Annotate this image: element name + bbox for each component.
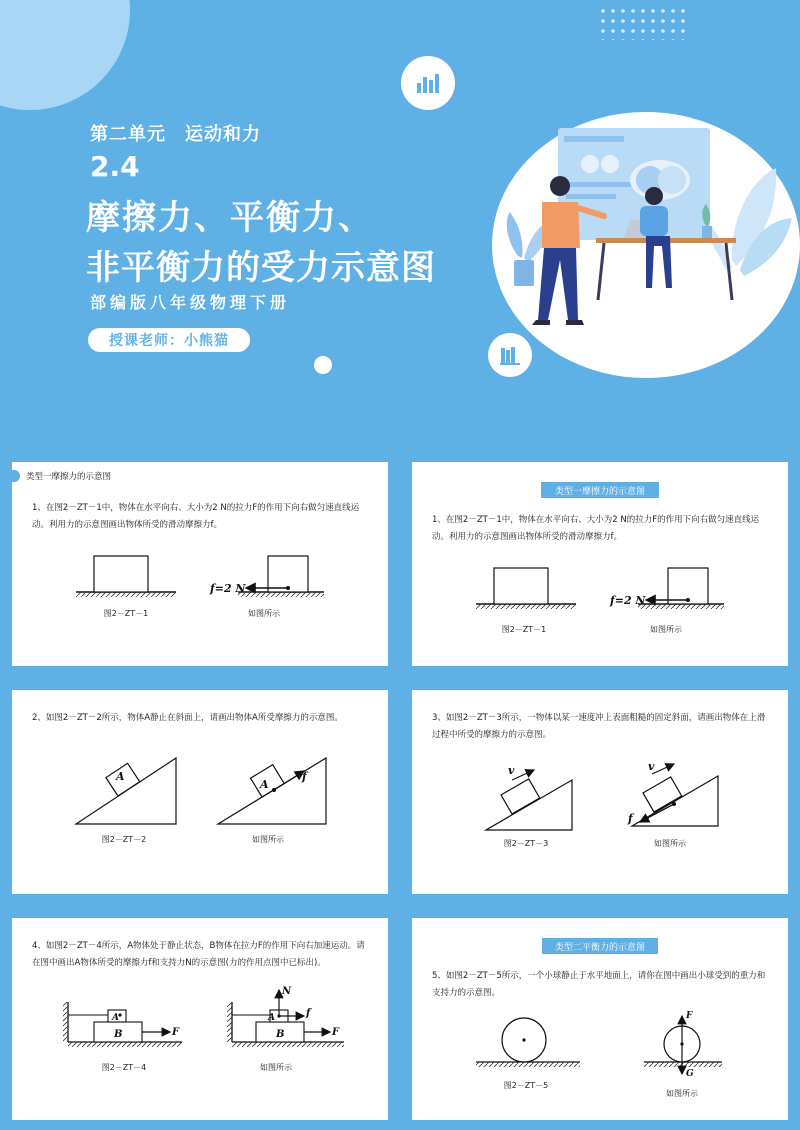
velocity-label: v bbox=[648, 760, 655, 773]
velocity-label: v bbox=[508, 764, 515, 777]
block-b-label: B bbox=[114, 1029, 123, 1040]
question-text: 1、在图2－ZT－1中，物体在水平向右、大小为2 N的拉力F的作用下向右做匀速直线运动。利用力的示意图画出物体所受的滑动摩擦力f。 bbox=[32, 503, 360, 530]
answer-caption: 如图所示 bbox=[248, 609, 280, 618]
exercise-slide-4 bbox=[412, 690, 788, 894]
figure-caption: 图2－ZT－1 bbox=[501, 625, 547, 634]
incline-figure bbox=[412, 754, 788, 890]
question-text: 3、如图2－ZT－3所示，一物体以某一速度冲上表面粗糙的固定斜面，请画出物体在上滑过程中所受的摩擦力的示意图。 bbox=[432, 713, 766, 740]
exercise-slide-5 bbox=[12, 918, 388, 1120]
force-label: f=2 N bbox=[610, 594, 646, 607]
figure-caption: 图2－ZT－1 bbox=[103, 609, 149, 618]
exercise-slide-1 bbox=[12, 462, 388, 666]
force-f-label: f bbox=[306, 1008, 311, 1019]
exercise-slide-2 bbox=[412, 462, 788, 666]
force-label: f=2 N bbox=[210, 582, 246, 595]
cover-slide bbox=[0, 0, 800, 450]
books-icon bbox=[499, 345, 521, 365]
answer-caption: 如图所示 bbox=[252, 835, 284, 844]
exercise-slide-3 bbox=[12, 690, 388, 894]
force-label: f bbox=[628, 812, 633, 825]
force-label: f bbox=[302, 770, 307, 783]
ball-figure bbox=[412, 1004, 788, 1118]
teacher-badge: 授课老师：小熊猫 bbox=[88, 328, 250, 352]
incline-figure bbox=[12, 750, 388, 890]
block-b-label: B bbox=[276, 1029, 285, 1040]
figure-caption: 图2－ZT－4 bbox=[101, 1063, 147, 1072]
force-F-label: F bbox=[172, 1027, 180, 1038]
question-text: 2、如图2－ZT－2所示，物体A静止在斜面上，请画出物体A所受摩擦力的示意图。 bbox=[32, 713, 343, 723]
office-illustration bbox=[500, 120, 800, 370]
block-a-label: A bbox=[112, 1013, 119, 1023]
title-line-1: 摩擦力、平衡力、 bbox=[86, 198, 374, 238]
friction-figure bbox=[12, 546, 388, 666]
section-tag: 类型一摩擦力的示意图 bbox=[541, 482, 659, 498]
force-F-label: F bbox=[686, 1011, 693, 1021]
figure-caption: 图2－ZT－3 bbox=[503, 839, 549, 848]
bar-chart-icon-badge bbox=[401, 56, 455, 110]
friction-figure bbox=[412, 558, 788, 666]
question-text: 1、在图2－ZT－1中，物体在水平向右、大小为2 N的拉力F的作用下向右做匀速直线运动。利用力的示意图画出物体所受的滑动摩擦力f。 bbox=[432, 515, 760, 542]
block-label: A bbox=[260, 778, 269, 791]
decorative-blob bbox=[0, 0, 130, 110]
answer-caption: 如图所示 bbox=[666, 1089, 698, 1098]
section-number: 2.4 bbox=[90, 150, 140, 183]
subtitle: 部编版八年级物理下册 bbox=[90, 293, 291, 312]
stacked-blocks-figure bbox=[12, 982, 388, 1116]
answer-caption: 如图所示 bbox=[260, 1063, 292, 1072]
decorative-dot bbox=[314, 356, 332, 374]
block-a-label: A bbox=[268, 1013, 275, 1023]
force-G-label: G bbox=[686, 1069, 694, 1079]
bar-chart-icon bbox=[415, 71, 441, 95]
force-N-label: N bbox=[282, 986, 292, 997]
books-icon-badge bbox=[488, 333, 532, 377]
exercise-slide-6 bbox=[412, 918, 788, 1120]
block-label: A bbox=[116, 770, 125, 783]
section-tag: 类型一摩擦力的示意图 bbox=[12, 468, 121, 484]
section-tag: 类型二平衡力的示意图 bbox=[542, 938, 658, 954]
figure-caption: 图2－ZT－2 bbox=[101, 835, 147, 844]
answer-caption: 如图所示 bbox=[654, 839, 686, 848]
figure-caption: 图2－ZT－5 bbox=[503, 1081, 549, 1090]
answer-caption: 如图所示 bbox=[650, 625, 682, 634]
title-line-2: 非平衡力的受力示意图 bbox=[86, 248, 436, 288]
force-F-label: F bbox=[332, 1027, 340, 1038]
dot-grid-decoration bbox=[598, 6, 688, 40]
unit-title: 第二单元 运动和力 bbox=[90, 124, 261, 145]
question-text: 4、如图2－ZT－4所示，A物体处于静止状态，B物体在拉力F的作用下向右加速运动。请在图中画出A物体所受的摩擦力f和支持力N的示意图(力的作用点图中已标出)。 bbox=[32, 941, 365, 968]
question-text: 5、如图2－ZT－5所示，一个小球静止于水平地面上，请你在图中画出小球受到的重力和支持力的示意图。 bbox=[432, 971, 766, 998]
